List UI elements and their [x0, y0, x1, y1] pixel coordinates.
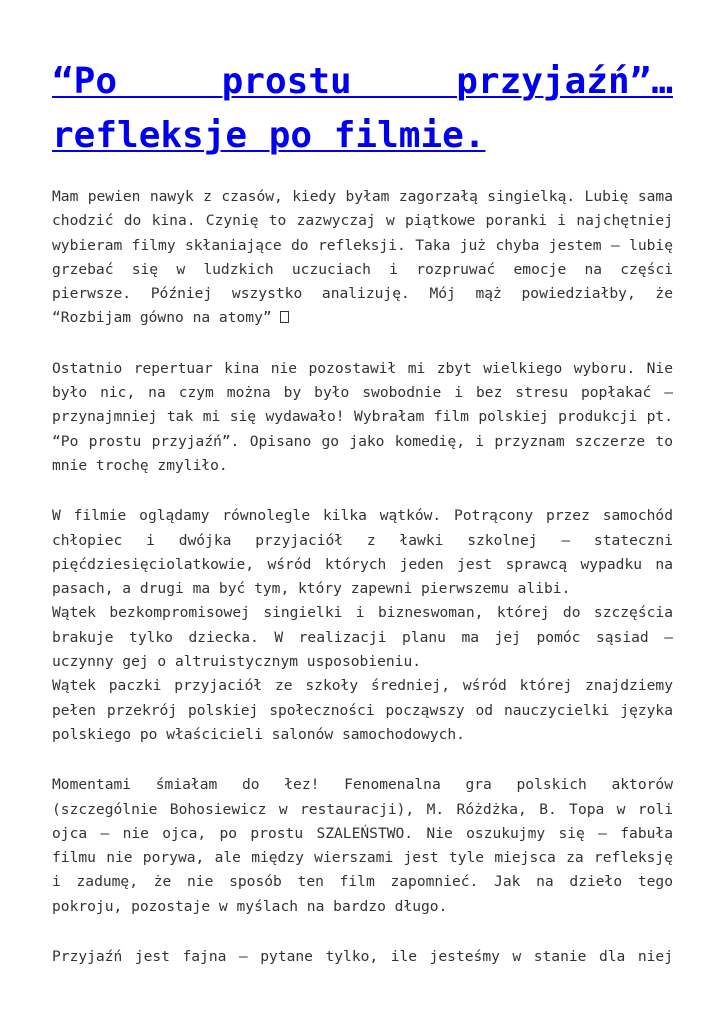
paragraph-5 — [52, 674, 673, 747]
emoji-placeholder-icon — [280, 311, 289, 323]
paragraph-3-text: W filmie oglądamy równolegle kilka wątków. Potrącony przez samochód chłopiec i dwójka przyjaciół z ławki szkolnej – stateczni pięćdziesięciolatkowie, wśród których jeden jest sprawcą wypadku na pasach, a drugi ma być tym, który zapewni pierwszemu alibi. — [52, 507, 673, 598]
paragraph-6-text: Momentami śmiałam do łez! Fenomenalna gra polskich aktorów (szczególnie Bohosiewicz w restauracji), M. Różdżka, B. Topa w roli ojca – nie ojca, po prostu SZALEŃSTWO. Nie oszukujmy się – fabuła filmu nie porywa, ale między wierszami jest tyle miejsca za refleksję i zadumę, że nie sposób ten film zapomnieć. Jak na dzieło tego pokroju, pozostaje w myślach na bardzo długo. — [52, 776, 673, 915]
paragraph-7 — [52, 945, 673, 969]
paragraph-4-text: Wątek bezkompromisowej singielki i bizneswoman, której do szczęścia brakuje tylko dziecka. W realizacji planu ma jej pomóc sąsiad – uczynny gej o altruistycznym usposobieniu. — [52, 604, 673, 671]
paragraph-6 — [52, 773, 673, 919]
post-content — [52, 185, 673, 969]
paragraph-3 — [52, 504, 673, 601]
paragraph-7-text: Przyjaźń jest fajna – pytane tylko, ile jesteśmy w stanie dla niej — [52, 948, 673, 966]
paragraph-5-text: Wątek paczki przyjaciół ze szkoły średniej, wśród której znajdziemy pełen przekrój polskiej społeczności począwszy od nauczycielki języka polskiego po właścicieli salonów samochodowych. — [52, 677, 673, 743]
paragraph-4 — [52, 601, 673, 674]
paragraph-2 — [52, 357, 673, 478]
post-title — [52, 55, 673, 163]
paragraph-1 — [52, 185, 673, 331]
paragraph-1-text: Mam pewien nawyk z czasów, kiedy byłam zagorzałą singielką. Lubię sama chodzić do kina. Czynię to zazwyczaj w piątkowe poranki i najchętniej wybieram filmy skłaniające do refleksji. Taka już chyba jestem – lubię grzebać się w ludzkich uczuciach i rozpruwać emocje na części pierwsze. Później wszystko analizuję. Mój mąż powiedziałby, że “Rozbijam gówno na atomy” — [52, 188, 673, 327]
post-title-link[interactable]: “Po prostu przyjaźń”…refleksje po filmie. — [52, 61, 673, 156]
article — [52, 55, 673, 995]
paragraph-2-text: Ostatnio repertuar kina nie pozostawił mi zbyt wielkiego wyboru. Nie było nic, na czym można by było swobodnie i bez stresu popłakać – przynajmniej tak mi się wydawało! Wybrałam film polskiej produkcji pt. “Po prostu przyjaźń”. Opisano go jako komedię, i przyznam szczerze to mnie trochę zmyliło. — [52, 359, 673, 474]
